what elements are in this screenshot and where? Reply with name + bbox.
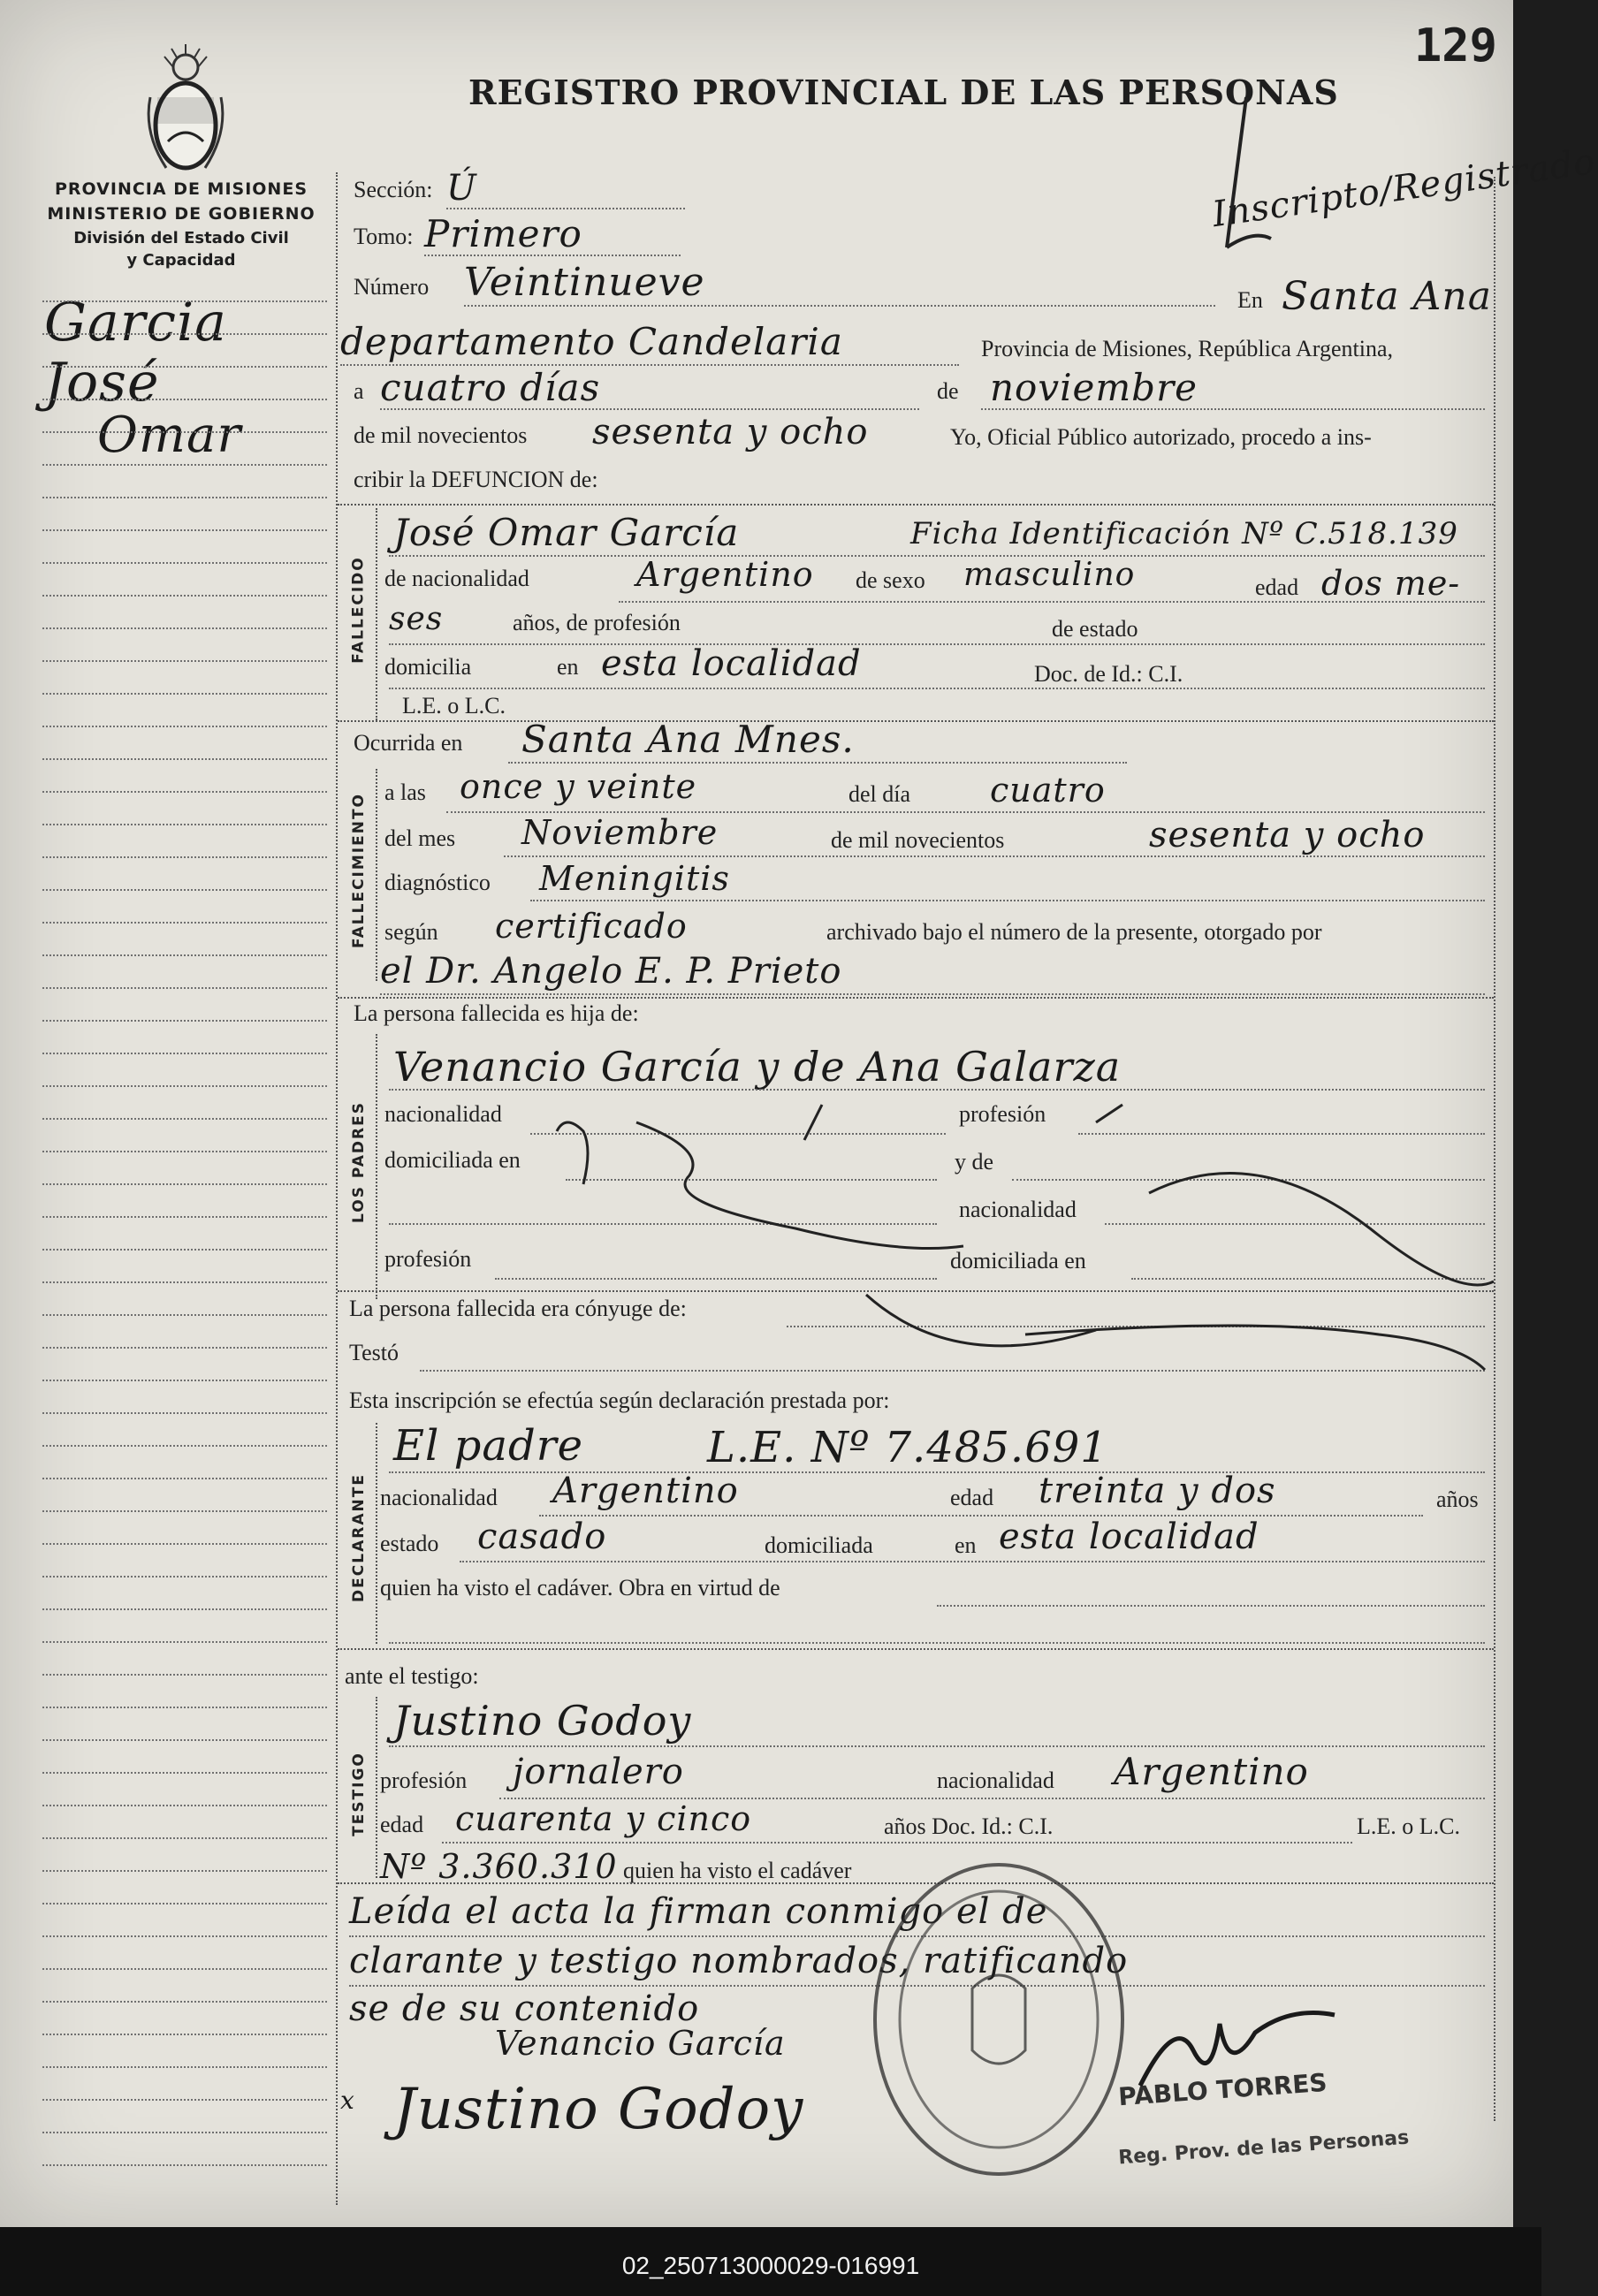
fallecido-dom-rule [389, 688, 1485, 689]
margin-ruled-line [42, 1020, 327, 1022]
declarante-edad-value: treinta y dos [1039, 1471, 1276, 1511]
signature-mark: x [340, 2086, 355, 2115]
numero-rule [464, 305, 1215, 307]
margin-ruled-line [42, 856, 327, 858]
conyuge-label: La persona fallecida era cónyuge de: [349, 1296, 687, 1321]
coat-of-arms-emblem [141, 44, 230, 177]
margin-ruled-line [42, 1347, 327, 1349]
padres-nacionalidad2-label: nacionalidad [959, 1197, 1077, 1222]
testigo-visto-text: quien ha visto el cadáver [623, 1858, 852, 1883]
declarante-nacionalidad-label: nacionalidad [380, 1485, 498, 1510]
padres-value: Venancio García y de Ana Galarza [393, 1043, 1122, 1091]
testigo-edad-label: edad [380, 1812, 424, 1837]
official-seal-stamp [866, 1856, 1131, 2183]
declarante-domiciliada-label: domiciliada [765, 1532, 873, 1558]
margin-ruled-line [42, 987, 327, 989]
margin-ruled-line [42, 1707, 327, 1708]
mil-fallecimiento-label: de mil novecientos [831, 827, 1005, 853]
closing-line-3: se de su contenido [349, 1988, 700, 2029]
margin-ruled-line [42, 1805, 327, 1806]
registration-note: Inscripto/Registrado [1209, 141, 1598, 236]
fallecido-edad-value-1: dos me- [1321, 564, 1461, 603]
testigo-divider [376, 1697, 377, 1878]
padres-rule [389, 1089, 1485, 1091]
declarante-name: El padre [393, 1421, 584, 1471]
declarante-anos-label: años [1436, 1486, 1479, 1512]
padres-domiciliada2-label: domiciliada en [950, 1248, 1086, 1273]
agency-ministry: MINISTERIO DE GOBIERNO [47, 204, 316, 224]
del-mes-label: del mes [384, 825, 456, 851]
diagnostico-rule [530, 900, 1485, 901]
fallecido-domicilio-label: domicilia [384, 654, 472, 680]
en-value: Santa Ana [1282, 274, 1492, 319]
fallecido-profesion-label: años, de profesión [513, 610, 681, 635]
tomo-rule [424, 255, 681, 256]
inscripcion-text: Esta inscripción se efectúa según declaración prestada por: [349, 1387, 890, 1413]
testigo-edad-rule [442, 1842, 1352, 1844]
closing-line-2: clarante y testigo nombrados, ratificando [349, 1941, 1129, 1981]
declarante-domicilio-value: esta localidad [999, 1517, 1259, 1557]
margin-ruled-line [42, 562, 327, 564]
margin-ruled-line [42, 954, 327, 956]
padres-profesion2-label: profesión [384, 1246, 472, 1272]
margin-ruled-line [42, 1053, 327, 1054]
testigo-documento: Nº 3.360.310 [380, 1847, 618, 1886]
mes-value: noviembre [990, 366, 1198, 409]
margin-ruled-line [42, 726, 327, 727]
testigo-signature: Justino Godoy [393, 2077, 804, 2142]
agency-capacity: y Capacidad [126, 251, 236, 270]
declarante-blank-rule [389, 1642, 1485, 1644]
dia-fallecimiento-value: cuatro [990, 771, 1106, 810]
margin-surname: Garcia [44, 292, 227, 354]
diagnostico-value: Meningitis [539, 859, 730, 898]
margin-ruled-line [42, 2164, 327, 2166]
diagnostico-label: diagnóstico [384, 870, 491, 895]
testigo-profesion-label: profesión [380, 1768, 468, 1793]
margin-ruled-line [42, 1183, 327, 1185]
margin-ruled-line [42, 2066, 327, 2068]
tomo-label: Tomo: [354, 224, 414, 249]
margin-ruled-line [42, 2132, 327, 2133]
margin-ruled-line [42, 1445, 327, 1447]
margin-ruled-line [42, 497, 327, 498]
declarante-documento: L.E. Nº 7.485.691 [707, 1423, 1108, 1472]
margin-ruled-line [42, 431, 327, 433]
declarante-nac-rule [539, 1515, 1423, 1517]
margin-ruled-line [42, 1935, 327, 1937]
margin-divider [336, 172, 338, 2205]
margin-ruled-line [42, 366, 327, 368]
otorgado-rule [380, 993, 1485, 995]
agency-province: PROVINCIA DE MISIONES [54, 179, 308, 199]
margin-second-name: Omar [97, 407, 242, 464]
fallecido-domicilio-en: en [557, 654, 579, 680]
margin-ruled-line [42, 1674, 327, 1676]
de-label: de [937, 378, 959, 404]
margin-ruled-line [42, 693, 327, 695]
declarante-estado-rule [460, 1561, 1485, 1562]
document-title: REGISTRO PROVINCIAL DE LAS PERSONAS [468, 72, 1339, 112]
testigo-nacionalidad-value: Argentino [1114, 1750, 1309, 1793]
margin-ruled-line [42, 922, 327, 924]
margin-ruled-line [42, 333, 327, 335]
margin-ruled-line [42, 2001, 327, 2003]
agency-division: División del Estado Civil [73, 229, 289, 247]
declarante-visto-text: quien ha visto el cadáver. Obra en virtud de [380, 1575, 780, 1600]
del-dia-label: del día [848, 781, 911, 807]
seccion-rule [446, 208, 685, 209]
fallecido-edad-label: edad [1255, 574, 1299, 600]
declarante-visto-rule [937, 1605, 1485, 1607]
fallecido-name: José Omar García [393, 511, 740, 554]
departamento-value: departamento Candelaria [340, 320, 843, 363]
ante-testigo-label: ante el testigo: [345, 1663, 479, 1689]
margin-first-name: José [44, 352, 160, 414]
margin-ruled-line [42, 2034, 327, 2035]
page-number: 129 [1414, 19, 1497, 72]
testigo-le-label: L.E. o L.C. [1357, 1813, 1460, 1839]
padres-divider [376, 1034, 377, 1299]
fallecido-nacionalidad-label: de nacionalidad [384, 566, 529, 591]
margin-ruled-line [42, 595, 327, 597]
anio-fallecimiento-value: sesenta y ocho [1149, 815, 1426, 855]
padres-nacionalidad-label: nacionalidad [384, 1101, 502, 1127]
title-scribble [1211, 97, 1299, 256]
anio-value: sesenta y ocho [592, 412, 869, 452]
fallecido-sexo-value: masculino [963, 557, 1136, 593]
declarante-estado-value: casado [477, 1517, 607, 1557]
declarante-estado-label: estado [380, 1531, 439, 1556]
agency-block [35, 179, 327, 270]
margin-ruled-line [42, 1249, 327, 1251]
margin-ruled-line [42, 1151, 327, 1152]
fallecido-nacionalidad-value: Argentino [636, 555, 814, 594]
margin-ruled-line [42, 1281, 327, 1283]
ocurrida-value: Santa Ana Mnes. [521, 718, 855, 761]
dia-value: cuatro días [380, 366, 601, 409]
segun-value: certificado [495, 907, 688, 946]
mil-label: de mil novecientos [354, 422, 528, 448]
file-id-caption: 02_250713000029-016991 [621, 2252, 920, 2279]
dia-rule [380, 408, 919, 410]
declarante-section-label: DECLARANTE [350, 1473, 368, 1602]
provincia-text: Provincia de Misiones, República Argentina, [981, 336, 1393, 361]
margin-ruled-line [42, 1576, 327, 1578]
margin-ruled-line [42, 791, 327, 793]
fallecido-ficha: Ficha Identificación Nº C.518.139 [910, 516, 1458, 551]
declarante-nacionalidad-value: Argentino [552, 1471, 739, 1511]
testigo-nacionalidad-label: nacionalidad [937, 1768, 1054, 1793]
declarante-signature: Venancio García [495, 2024, 786, 2063]
margin-ruled-line [42, 1510, 327, 1512]
margin-ruled-line [42, 660, 327, 662]
a-las-label: a las [384, 779, 426, 805]
ocurrida-label: Ocurrida en [354, 730, 463, 756]
fallecido-edad-value-2: ses [389, 601, 444, 637]
margin-ruled-line [42, 1608, 327, 1610]
margin-ruled-line [42, 1412, 327, 1414]
margin-ruled-line [42, 1772, 327, 1774]
fallecido-estado-label: de estado [1052, 616, 1138, 642]
margin-ruled-line [42, 1380, 327, 1381]
intro-separator [338, 504, 1494, 506]
margin-ruled-line [42, 1314, 327, 1316]
seccion-label: Sección: [354, 177, 433, 202]
margin-ruled-line [42, 1216, 327, 1218]
padres-domiciliada-label: domiciliada en [384, 1147, 521, 1173]
declarante-separator [338, 1648, 1494, 1650]
seccion-value: Ú [446, 168, 477, 209]
mes-fallecimiento-rule [504, 855, 1485, 857]
otorgado-value: el Dr. Angelo E. P. Prieto [380, 951, 842, 992]
ocurrida-rule [508, 762, 1127, 764]
fallecido-nac-rule [619, 601, 1485, 603]
testigo-section-label: TESTIGO [350, 1752, 368, 1836]
margin-ruled-line [42, 1118, 327, 1120]
testo-label: Testó [349, 1340, 399, 1365]
fallecido-prof-rule [389, 643, 1485, 645]
hija-label: La persona fallecida es hija de: [354, 1000, 639, 1026]
testigo-name: Justino Godoy [393, 1697, 692, 1745]
tomo-value: Primero [424, 212, 582, 255]
en-label: En [1237, 287, 1263, 313]
closing-line-1: Leída el acta la firman conmigo el de [349, 1891, 1048, 1932]
declarante-divider [376, 1423, 377, 1644]
fallecido-le-label: L.E. o L.C. [402, 693, 506, 718]
fallecido-name-rule [389, 555, 1485, 557]
margin-ruled-line [42, 1478, 327, 1479]
cross-out-lines [530, 1105, 1503, 1379]
declarante-edad-label: edad [950, 1485, 994, 1510]
mes-rule [981, 408, 1485, 410]
margin-ruled-line [42, 1641, 327, 1643]
margin-ruled-line [42, 1543, 327, 1545]
fallecimiento-separator [338, 997, 1494, 999]
fallecimiento-section-label: FALLECIMIENTO [350, 792, 368, 949]
mes-fallecimiento-value: Noviembre [521, 813, 719, 852]
margin-ruled-line [42, 399, 327, 400]
padres-profesion-label: profesión [959, 1101, 1046, 1127]
padres-section-label: LOS PADRES [350, 1101, 368, 1223]
testigo-anos-doc-label: años Doc. Id.: C.I. [884, 1813, 1054, 1839]
numero-label: Número [354, 274, 430, 300]
margin-ruled-line [42, 1085, 327, 1087]
archivado-text: archivado bajo el número de la presente, otorgado por [826, 919, 1322, 945]
a-label: a [354, 378, 364, 404]
cribir-text: cribir la DEFUNCION de: [354, 467, 598, 492]
margin-ruled-line [42, 824, 327, 825]
testigo-edad-value: cuarenta y cinco [455, 1799, 752, 1838]
margin-ruled-line [42, 889, 327, 891]
testigo-name-rule [389, 1745, 1485, 1747]
fallecido-doc-label: Doc. de Id.: C.I. [1034, 661, 1183, 687]
declarante-domiciliada-en-label: en [955, 1532, 977, 1558]
fallecido-sexo-label: de sexo [856, 567, 925, 593]
official-office-stamp: Reg. Prov. de las Personas [1117, 2126, 1410, 2170]
margin-ruled-line [42, 1903, 327, 1904]
fallecimiento-divider [376, 769, 377, 981]
fallecido-domicilio-value: esta localidad [601, 643, 862, 684]
official-name-stamp: PABLO TORRES [1117, 2067, 1328, 2112]
fallecido-separator [338, 720, 1494, 722]
margin-ruled-line [42, 464, 327, 466]
segun-label: según [384, 919, 438, 945]
margin-ruled-line [42, 1870, 327, 1872]
padres-y-de-label: y de [955, 1149, 994, 1175]
margin-ruled-line [42, 627, 327, 629]
fallecido-divider [376, 508, 377, 720]
numero-value: Veintinueve [464, 260, 705, 305]
margin-ruled-line [42, 300, 327, 302]
margin-ruled-line [42, 1837, 327, 1839]
fallecido-section-label: FALLECIDO [350, 556, 368, 664]
margin-ruled-line [42, 529, 327, 531]
hora-value: once y veinte [460, 767, 697, 806]
testigo-profesion-value: jornalero [513, 1752, 684, 1792]
margin-ruled-line [42, 1968, 327, 1970]
margin-ruled-line [42, 1739, 327, 1741]
oficial-text: Yo, Oficial Público autorizado, procedo a ins- [950, 424, 1372, 450]
margin-ruled-line [42, 758, 327, 760]
margin-ruled-line [42, 2099, 327, 2101]
